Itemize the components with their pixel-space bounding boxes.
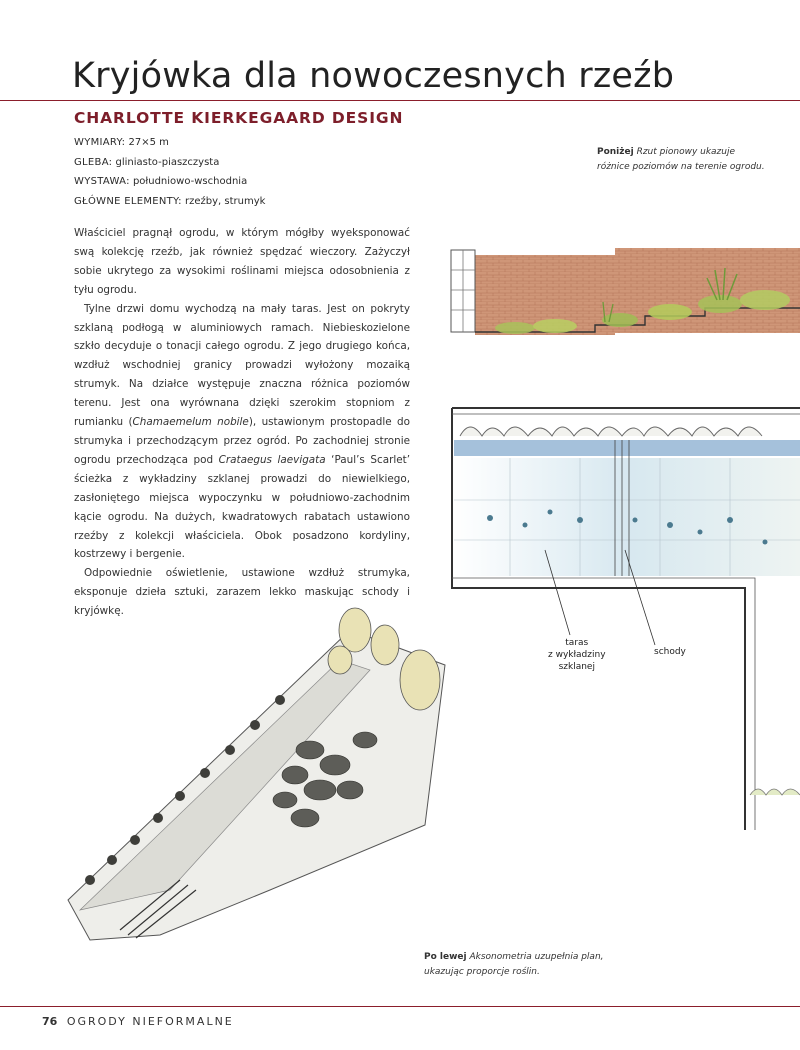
body-text bbox=[74, 224, 410, 621]
axonometric-drawing bbox=[50, 590, 470, 950]
plan-drawing bbox=[430, 400, 800, 830]
label-taras bbox=[548, 637, 606, 673]
spec-value: 27×5 m bbox=[128, 137, 169, 148]
section-name: OGRODY NIEFORMALNE bbox=[66, 1015, 234, 1028]
glass-terrace bbox=[454, 458, 800, 576]
spec-features bbox=[74, 192, 265, 212]
spec-key: GLEBA: bbox=[74, 156, 113, 168]
label-line: szklanej bbox=[558, 662, 595, 672]
latin-name: Crataegus laevigata bbox=[218, 453, 326, 466]
page-number: 76 bbox=[42, 1015, 58, 1028]
spec-value: południowo-wschodnia bbox=[132, 176, 248, 187]
spec-key: GŁÓWNE ELEMENTY: bbox=[74, 195, 182, 207]
caption-lead: Po lewej bbox=[424, 952, 467, 962]
spec-value: rzeźby, strumyk bbox=[185, 195, 266, 207]
spec-key: WYMIARY: bbox=[74, 137, 126, 148]
caption-text: Aksonometria uzupełnia plan, ukazując proporcje roślin. bbox=[424, 952, 604, 977]
spec-key: WYSTAWA: bbox=[74, 176, 130, 187]
specs-list bbox=[74, 133, 265, 211]
spec-aspect bbox=[74, 172, 265, 192]
page-title: Kryjówka dla nowoczesnych rzeźb bbox=[72, 56, 675, 96]
paragraph-2 bbox=[74, 300, 410, 565]
designer-heading: CHARLOTTE KIERKEGAARD DESIGN bbox=[74, 109, 404, 127]
elevation-drawing bbox=[445, 230, 800, 342]
paragraph-2-text: ), ustawionym prostopadle do strumyka i przechodzącym przez ogród. Po zachodniej stronie ogrodu przechodząca pod bbox=[74, 416, 410, 466]
caption-text: Rzut pionowy ukazuje różnice poziomów na terenie ogrodu. bbox=[597, 147, 765, 172]
mosaic-stream bbox=[454, 440, 800, 456]
page-footer bbox=[42, 1015, 234, 1028]
paragraph-2-text: Tylne drzwi domu wychodzą na mały taras. Jest on pokryty szklaną podłogą w aluminiowych ramach. Niebieskozielone szkło decyduje o tonacji całego ogrodu. Z jego drugiego końca, wzdłuż wschodniej granicy prowadzi wyłożony mozaiką strumyk. Na działce występuje znaczna różnica poziomów terenu. Jest ona wyrównana dzięki szerokim stopniom z rumianku ( bbox=[74, 302, 410, 429]
hedge-outline bbox=[460, 427, 762, 436]
latin-name: Chamaemelum nobile bbox=[132, 416, 249, 429]
paragraph-2-text: ‘Paul’s Scarlet’ ścieżka z wykładziny szklanej prowadzi do niewielkiego, zasłoniętego miejsca wypoczynku w południowo-zachodnim kącie ogrodu. Na dużych, kwadratowych rabatach ustawiono rzeźby z kolekcji właściciela. Obok posadzono kordyliny, kostrzewy i bergenie. bbox=[74, 453, 411, 561]
title-rule bbox=[0, 100, 800, 101]
border-planting bbox=[750, 789, 800, 795]
footer-rule bbox=[0, 1006, 800, 1007]
label-schody: schody bbox=[654, 647, 686, 657]
spec-dimensions bbox=[74, 133, 265, 153]
label-line: z wykładziny bbox=[548, 650, 606, 660]
spec-soil bbox=[74, 153, 265, 173]
label-line: taras bbox=[565, 638, 589, 648]
paragraph-1: Właściciel pragnął ogrodu, w którym mógłby wyeksponować swą kolekcję rzeźb, jak również spędzać wieczory. Zażyczył sobie ukrytego za wysokimi roślinami miejsca odosobnienia z tyłu ogrodu. bbox=[74, 227, 410, 296]
axonometric-caption bbox=[424, 950, 614, 980]
spec-value: gliniasto-piaszczysta bbox=[115, 156, 220, 168]
elevation-caption bbox=[597, 145, 767, 175]
caption-lead: Poniżej bbox=[597, 147, 634, 157]
paragraph-3: Odpowiednie oświetlenie, ustawione wzdłuż strumyka, eksponuje dzieła sztuki, zarazem lekko maskując schody i kryjówkę. bbox=[74, 567, 410, 618]
